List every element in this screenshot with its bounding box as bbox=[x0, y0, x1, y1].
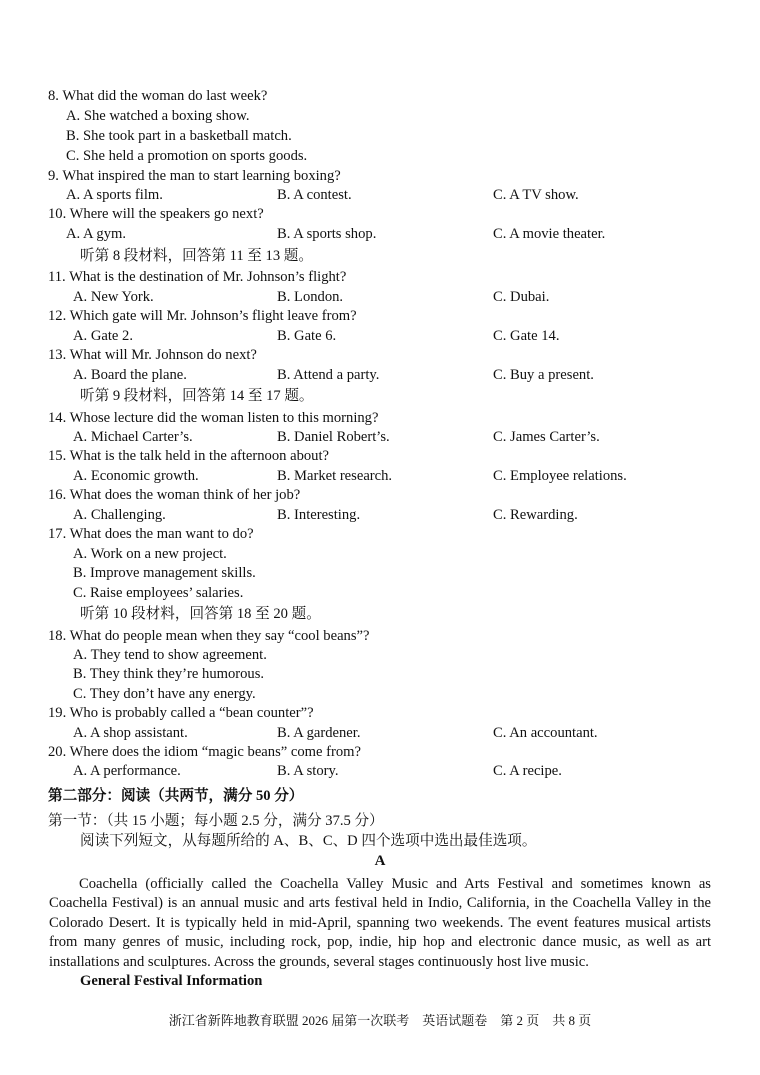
option-9c: C. A TV show. bbox=[493, 187, 579, 203]
option-16a: A. Challenging. bbox=[73, 507, 166, 523]
question-8: 8. What did the woman do last week? bbox=[48, 88, 268, 104]
option-10b: B. A sports shop. bbox=[277, 226, 377, 242]
question-11: 11. What is the destination of Mr. Johnson’s flight? bbox=[48, 269, 347, 285]
option-19b: B. A gardener. bbox=[277, 725, 361, 741]
option-20c: C. A recipe. bbox=[493, 763, 562, 779]
option-11a: A. New York. bbox=[73, 289, 154, 305]
option-13b: B. Attend a party. bbox=[277, 367, 380, 383]
question-10: 10. Where will the speakers go next? bbox=[48, 206, 264, 222]
question-20: 20. Where does the idiom “magic beans” come from? bbox=[48, 744, 361, 760]
listening-note-8: 听第 8 段材料，回答第 11 至 13 题。 bbox=[80, 248, 313, 264]
option-17c: C. Raise employees’ salaries. bbox=[73, 585, 244, 601]
option-10c: C. A movie theater. bbox=[493, 226, 606, 242]
option-14a: A. Michael Carter’s. bbox=[73, 429, 193, 445]
question-12: 12. Which gate will Mr. Johnson’s flight leave from? bbox=[48, 308, 357, 324]
passage-letter: A bbox=[374, 853, 386, 869]
option-14c: C. James Carter’s. bbox=[493, 429, 600, 445]
option-8c: C. She held a promotion on sports goods. bbox=[66, 148, 308, 164]
option-8b: B. She took part in a basketball match. bbox=[66, 128, 292, 144]
option-15b: B. Market research. bbox=[277, 468, 393, 484]
part2-heading: 第二部分：阅读（共两节，满分 50 分） bbox=[48, 788, 304, 804]
option-13a: A. Board the plane. bbox=[73, 367, 187, 383]
option-20a: A. A performance. bbox=[73, 763, 181, 779]
question-19: 19. Who is probably called a “bean counter”? bbox=[48, 705, 314, 721]
option-18c: C. They don’t have any energy. bbox=[73, 686, 256, 702]
option-16b: B. Interesting. bbox=[277, 507, 361, 523]
option-18a: A. They tend to show agreement. bbox=[73, 647, 267, 663]
question-15: 15. What is the talk held in the afternoon about? bbox=[48, 448, 329, 464]
question-16: 16. What does the woman think of her job? bbox=[48, 487, 301, 503]
passage-subheading: General Festival Information bbox=[80, 973, 263, 989]
listening-note-10: 听第 10 段材料，回答第 18 至 20 题。 bbox=[80, 606, 321, 622]
option-13c: C. Buy a present. bbox=[493, 367, 594, 383]
passage-paragraph: Coachella (officially called the Coachella Valley Music and Arts Festival and sometimes known as Coachella Festival) is an annual music and arts festival held in Indio, California, in the Coachella Valley in the Colorado Desert. It is typically held in mid-April, spanning two weekends. The event features musical artists from many genres of music, including rock, pop, indie, hip hop and electronic dance music, as well as art installations and sculptures. Across the grounds, several stages continuously host live music. bbox=[49, 876, 711, 970]
option-8a: A. She watched a boxing show. bbox=[66, 108, 250, 124]
option-17b: B. Improve management skills. bbox=[73, 565, 256, 581]
option-9a: A. A sports film. bbox=[66, 187, 163, 203]
question-9: 9. What inspired the man to start learning boxing? bbox=[48, 168, 341, 184]
option-15a: A. Economic growth. bbox=[73, 468, 199, 484]
option-18b: B. They think they’re humorous. bbox=[73, 666, 265, 682]
option-12b: B. Gate 6. bbox=[277, 328, 337, 344]
question-13: 13. What will Mr. Johnson do next? bbox=[48, 347, 257, 363]
section1-heading: 第一节：（共 15 小题；每小题 2.5 分，满分 37.5 分） bbox=[48, 813, 384, 829]
question-14: 14. Whose lecture did the woman listen to this morning? bbox=[48, 410, 379, 426]
option-19a: A. A shop assistant. bbox=[73, 725, 188, 741]
option-12c: C. Gate 14. bbox=[493, 328, 560, 344]
question-18: 18. What do people mean when they say “cool beans”? bbox=[48, 628, 370, 644]
option-20b: B. A story. bbox=[277, 763, 339, 779]
option-9b: B. A contest. bbox=[277, 187, 352, 203]
question-17: 17. What does the man want to do? bbox=[48, 526, 254, 542]
option-11b: B. London. bbox=[277, 289, 344, 305]
page-footer: 浙江省新阵地教育联盟 2026 届第一次联考 英语试题卷 第 2 页 共 8 页 bbox=[168, 1013, 592, 1028]
listening-note-9: 听第 9 段材料，回答第 14 至 17 题。 bbox=[80, 388, 314, 404]
reading-instruction: 阅读下列短文，从每题所给的 A、B、C、D 四个选项中选出最佳选项。 bbox=[80, 833, 537, 849]
option-15c: C. Employee relations. bbox=[493, 468, 627, 484]
option-19c: C. An accountant. bbox=[493, 725, 598, 741]
option-12a: A. Gate 2. bbox=[73, 328, 133, 344]
option-11c: C. Dubai. bbox=[493, 289, 550, 305]
option-10a: A. A gym. bbox=[66, 226, 127, 242]
option-17a: A. Work on a new project. bbox=[73, 546, 227, 562]
option-14b: B. Daniel Robert’s. bbox=[277, 429, 390, 445]
option-16c: C. Rewarding. bbox=[493, 507, 578, 523]
